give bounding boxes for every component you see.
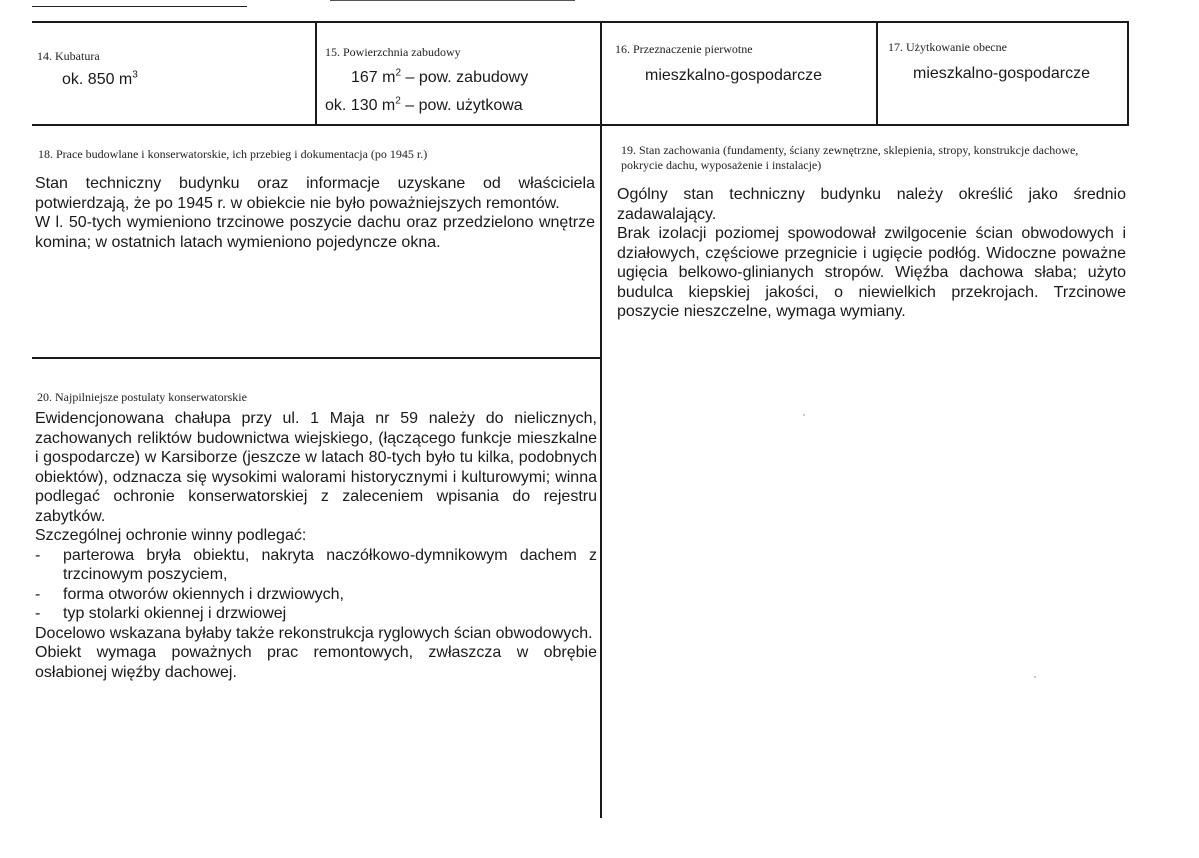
field-19-paragraph: Brak izolacji poziomej spowodował zwilgocenie ścian obwodowych i działowych, częściowe przegnicie i ugięcie podłóg. Widoczne poważne ugięcia belkowo-glinianych stropów. Więźba dachowa słaba; użyto budulca kiepskiej jakości, o niewielkich przekrojach. Trzcinowe poszycie nieszczelne, wymaga wymiany. [617,225,1126,320]
field-15-value-line2: ok. 130 $m^2$ – pow. użytkowa [325,95,523,114]
scan-artifact [330,0,575,1]
table-row-divider [32,357,602,359]
field-18-text [35,174,595,252]
scan-speck [803,414,805,416]
table-column-divider [600,21,602,818]
field-20-label: 20. Najpilniejsze postulaty konserwatorskie [37,390,247,404]
field-16-value: mieszkalno-gospodarcze [645,67,822,84]
field-17-value: mieszkalno-gospodarcze [913,65,1090,82]
field-19-text [617,185,1126,322]
field-20-paragraph: Obiekt wymaga poważnych prac remontowych, zwłaszcza w obrębie osłabionej więźby dachowej. [35,644,597,681]
field-20-intro: Ewidencjonowana chałupa przy ul. 1 Maja nr 59 należy do nielicznych, zachowanych reliktów budownictwa wiejskiego, (łączącego funkcje mieszkalne i gospodarcze) w Karsiborze (jeszcze w latach 80-tych było tu kilka, podobnych obiektów), odznacza się wysokimi walorami historycznymi i kulturowymi; winna podlegać ochronie konserwatorskiej z zaleceniem wpisania do rejestru zabytków. [35,410,597,525]
field-15-value-line1: 167 $m^2$ – pow. zabudowy [351,67,529,86]
field-18-paragraph: Stan techniczny budynku oraz informacje uzyskane od właściciela potwierdzają, że po 1945 r. w obiekcie nie było poważniejszych remontów. [35,175,595,212]
list-item: - forma otworów okiennych i drzwiowych, [35,585,344,603]
table-column-divider [876,21,878,126]
field-20-list-heading: Szczególnej ochronie winny podlegać: [35,527,307,544]
list-item: - typ stolarki okiennej i drzwiowej [35,605,287,622]
field-17-label: 17. Użytkowanie obecne [888,40,1007,54]
table-border-right [1127,21,1129,126]
table-row-divider [32,124,1129,126]
field-14-label: 14. Kubatura [37,49,100,63]
field-16-label: 16. Przeznaczenie pierwotne [615,42,753,56]
field-18-label: 18. Prace budowlane i konserwatorskie, ich przebieg i dokumentacja (po 1945 r.) [38,147,428,161]
field-19-label: 19. Stan zachowania (fundamenty, ściany zewnętrzne, sklepienia, stropy, konstrukcje dachowe, pokrycie dachu, wyposażenie i instalacje) [621,143,1079,172]
scan-speck [1034,676,1036,678]
field-19-paragraph: Ogólny stan techniczny budynku należy określić jako średnio zadawalający. [617,186,1126,223]
table-column-divider [315,21,317,126]
field-20-text [35,409,597,682]
scan-artifact [32,6,247,7]
list-item: - parterowa bryła obiektu, nakryta naczółkowo-dymnikowym dachem z trzcinowym poszyciem, [35,546,597,583]
field-15-label: 15. Powierzchnia zabudowy [325,45,461,59]
field-14-value: ok. 850 $m^3$ [62,69,138,88]
field-18-paragraph: W l. 50-tych wymieniono trzcinowe poszycie dachu oraz przedzielono wnętrze komina; w ostatnich latach wymieniono pojedyncze okna. [35,214,595,251]
field-20-paragraph: Docelowo wskazana byłaby także rekonstrukcja ryglowych ścian obwodowych. [35,624,593,642]
table-border-top [32,21,1129,23]
